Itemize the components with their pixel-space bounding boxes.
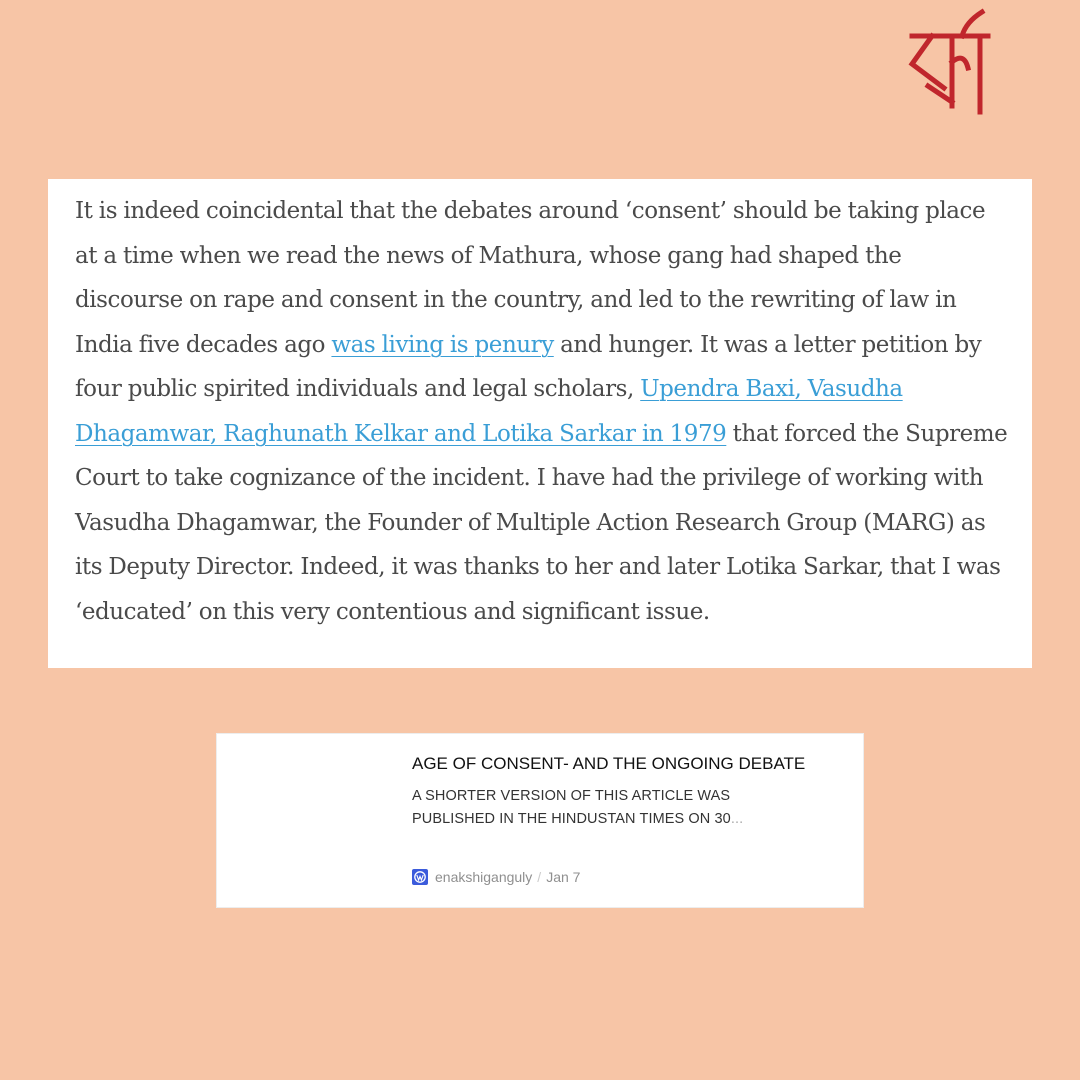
site-name[interactable]: enakshiganguly bbox=[435, 869, 533, 885]
excerpt-text-part: that forced the Supreme Court to take cognizance of the incident. I have had the privilege of working with Vasudha Dhagamwar, the Founder of Multiple Action Research Group (MARG) as its Deputy Director. Indeed, it was thanks to her and later Lotika Sarkar, that I was ‘educated’ on this very contentious and significant issue. bbox=[75, 420, 1008, 625]
meta-separator: / bbox=[537, 869, 542, 885]
link-preview-card[interactable] bbox=[216, 733, 864, 908]
link-preview-title[interactable]: AGE OF CONSENT- AND THE ONGOING DEBATE bbox=[412, 754, 806, 773]
excerpt-ellipsis: ... bbox=[730, 811, 744, 827]
article-excerpt-card bbox=[48, 179, 1032, 668]
excerpt-text-part: and hunger. It was a letter petition by four public spirited individuals and legal scholars, bbox=[75, 331, 982, 402]
link-preview-meta bbox=[412, 869, 580, 885]
excerpt-body: A SHORTER VERSION OF THIS ARTICLE WAS PUBLISHED IN THE HINDUSTAN TIMES ON 30 bbox=[412, 788, 731, 827]
petitioners-link[interactable]: Upendra Baxi, Vasudha Dhagamwar, Raghunath Kelkar and Lotika Sarkar in 1979 bbox=[75, 376, 903, 447]
link-preview-excerpt bbox=[412, 785, 812, 831]
link-preview-thumbnail bbox=[217, 734, 395, 907]
penury-link[interactable]: was living is penury bbox=[331, 331, 554, 358]
post-date: Jan 7 bbox=[546, 869, 581, 885]
article-excerpt-text bbox=[75, 189, 1012, 634]
excerpt-text-part: It is indeed coincidental that the debates around ‘consent’ should be taking place at a time when we read the news of Mathura, whose gang had shaped the discourse on rape and consent in the country, and led to the rewriting of law in India five decades ago bbox=[75, 198, 986, 358]
wordpress-icon bbox=[412, 869, 428, 885]
link-preview-body bbox=[412, 751, 812, 831]
stree-logo bbox=[902, 8, 994, 116]
